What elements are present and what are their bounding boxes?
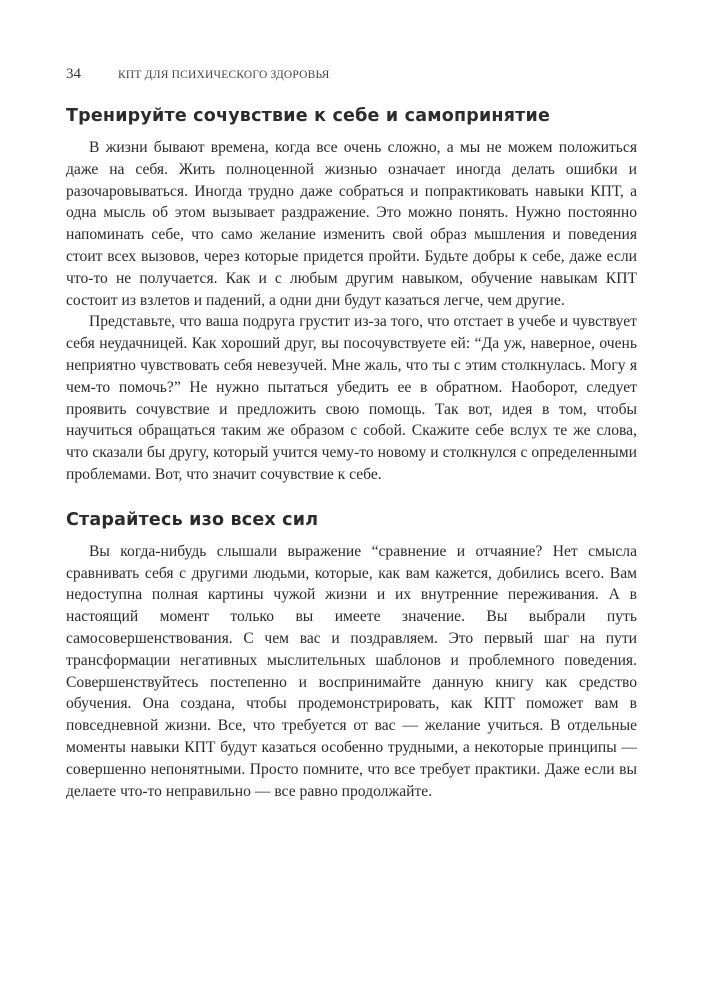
- body-paragraph: В жизни бывают времена, когда все очень сложно, а мы не можем положиться даже на себя. Жить полноценной жизнью означает иногда делать ошибки и разочаровываться. Иногда трудно даже собраться и попрактиковать навыки КПТ, а одна мысль об этом вызывает раздражение. Это можно понять. Нужно постоянно напоминать себе, что само желание изменить свой образ мышления и поведения стоит всех вызовов, через которые придется пройти. Будьте добры к себе, даже если что-то не получается. Как и с любым другим навыком, обучение навыкам КПТ состоит из взлетов и падений, а одни дни будут казаться легче, чем другие.: [66, 139, 637, 309]
- book-page: [66, 66, 637, 802]
- section-heading: Старайтесь изо всех сил: [66, 509, 319, 530]
- page-number: 34: [66, 66, 81, 82]
- body-paragraph: Вы когда-нибудь слышали выражение “сравнение и отчаяние? Нет смысла сравнивать себя с другими людьми, которые, как вам кажется, добились всего. Вам недоступна полная картины чужой жизни и их внутренние переживания. А в настоящий момент только вы имеете значение. Вы выбрали путь самосовершенствования. С чем вас и поздравляем. Это первый шаг на пути трансформации негативных мыслительных шаблонов и проблемного поведения. Совершенствуйтесь постепенно и воспринимайте данную книгу как средство обучения. Она создана, чтобы продемонстрировать, как КПТ поможет вам в повседневной жизни. Все, что требуется от вас — желание учиться. В отдельные моменты навыки КПТ будут казаться особенно трудными, а некоторые принципы — совершенно непонятными. Просто помните, что все требует практики. Даже если вы делаете что-то неправильно — все равно продолжайте.: [66, 542, 637, 800]
- section-heading: Тренируйте сочувствие к себе и самопринятие: [66, 106, 551, 126]
- body-paragraph: Представьте, что ваша подруга грустит из-за того, что отстает в учебе и чувствует себя неудачницей. Как хороший друг, вы посочувствуете ей: “Да уж, наверное, очень неприятно чувствовать себя невезучей. Мне жаль, что ты с этим столкнулась. Могу я чем-то помочь?” Не нужно пытаться убедить ее в обратном. Наоборот, следует проявить сочувствие и предложить свою помощь. Так вот, идея в том, чтобы научиться обращаться таким же образом с собой. Скажите себе вслух те же слова, что сказали бы другу, который учится чему-то новому и столкнулся с определенными проблемами. Вот, что значит сочувствие к себе.: [66, 313, 637, 483]
- running-title: КПТ ДЛЯ ПСИХИЧЕСКОГО ЗДОРОВЬЯ: [118, 69, 330, 81]
- section-self-compassion: [66, 106, 637, 486]
- running-header: [66, 66, 637, 88]
- section-do-your-best: [66, 510, 637, 803]
